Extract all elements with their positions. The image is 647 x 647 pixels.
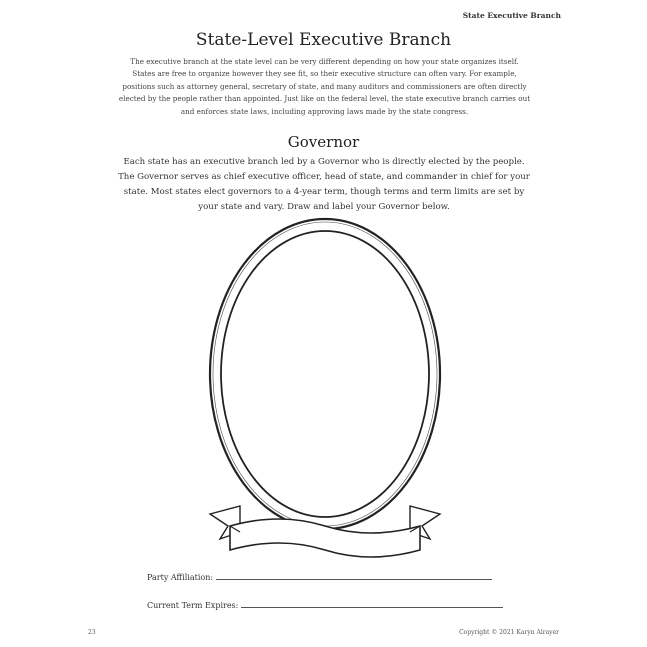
term-expires-label: Current Term Expires:: [147, 601, 239, 610]
party-affiliation-label: Party Affiliation:: [147, 573, 214, 582]
term-expires-line[interactable]: [241, 599, 503, 608]
page-number: 23: [88, 629, 96, 636]
frame-inner-ring: [221, 231, 429, 517]
party-affiliation-line[interactable]: [216, 571, 492, 580]
governor-heading: Governor: [287, 133, 360, 151]
page-title: State-Level Executive Branch: [195, 30, 452, 50]
party-affiliation-field[interactable]: [147, 571, 492, 582]
copyright-notice: Copyright © 2021 Karyn Alrayer: [459, 629, 559, 636]
intro-paragraph: The executive branch at the state level can be very different depending on how your state organizes itself. States are free to organize however they see fit, so their executive structure can often vary. For example, positions such as attorney general, secretary of state, and many auditors and commissioners are often directly elected by the people rather than appointed. Just like on the federal level, the state executive branch carries out and enforces state laws, including approving laws made by the state congress.: [118, 57, 531, 116]
oval-portrait-frame-icon[interactable]: [200, 214, 450, 574]
governor-paragraph: Each state has an executive branch led by a Governor who is directly elected by the people. The Governor serves as chief executive officer, head of state, and commander in chief for your state. Most states elect governors to a 4-year term, though terms and term limits are set by your state and vary. Draw and label your Governor below.: [118, 157, 530, 212]
term-expires-field[interactable]: [147, 599, 503, 610]
section-header-tag: State Executive Branch: [462, 11, 561, 20]
